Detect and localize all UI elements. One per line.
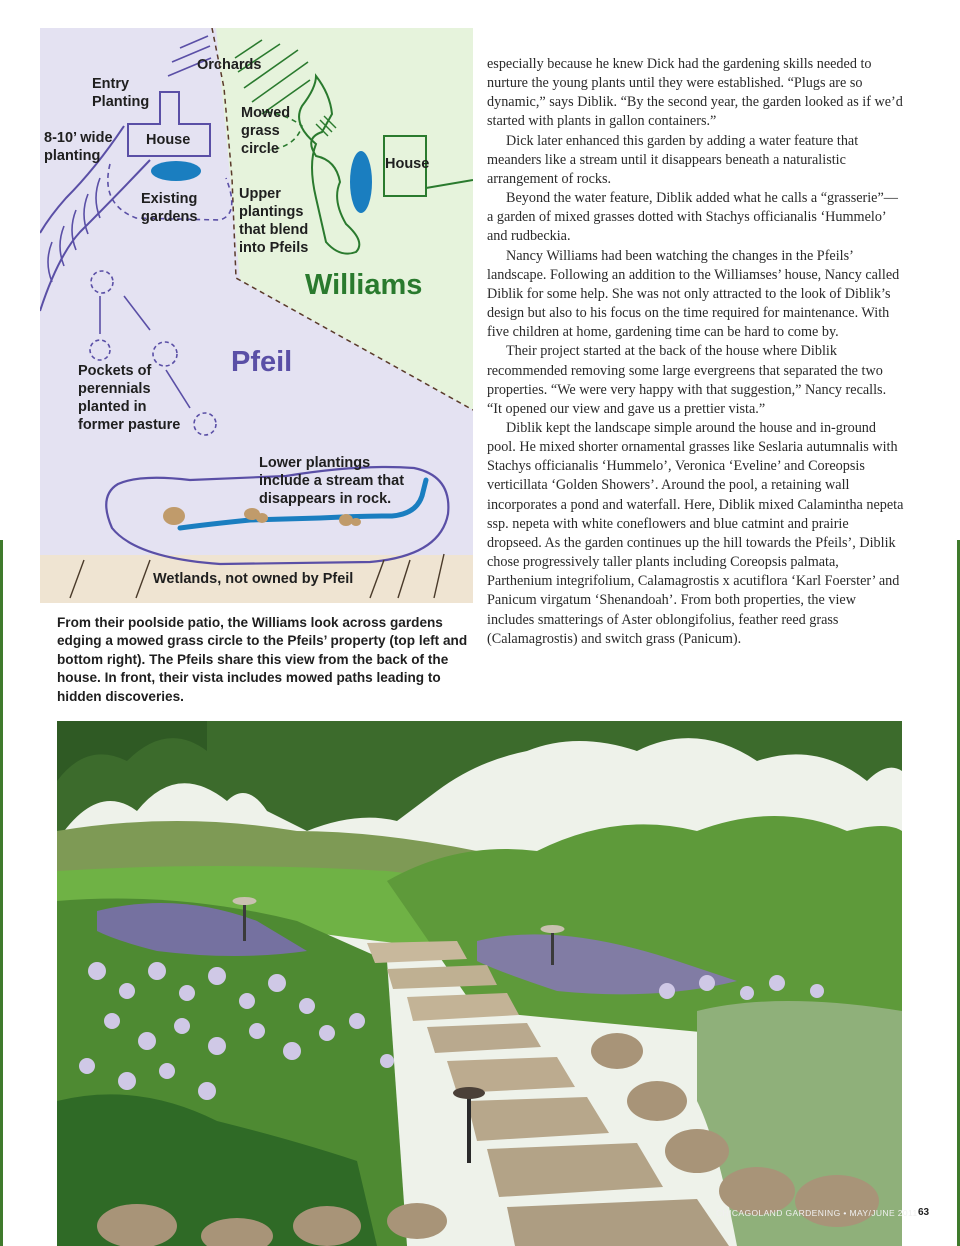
paragraph-6: Diblik kept the landscape simple around the house and in-ground pool. He mixed shorter ornamental grasses like Seslaria autumnalis with Stachys officianalis ‘Hummelo’, Veronica ‘Eveline’ and Coreopsis verticillata ‘Golden Showers’. Around the pool, a retaining wall incorporates a pond and waterfall. Here, Diblik mixed Calamintha nepeta ssp. nepeta with white coneflowers and blue catmint and prairie dropseed. As the garden continues up the hill towards the Pfeils’, Diblik chose progressively taller plants including Coreopsis palmata, Parthenium integrifolium, Calamagrostis x acutiflora ‘Karl Foerster’ and Panicum virgatum ‘Shenandoah’. From both properties, the view includes smatterings of Aster oblongifolius, feather reed grass (Calamagrostis) and switch grass (Panicum). (487, 419, 904, 647)
label-pockets-of-perennials: Pockets of perennials planted in former pasture (78, 363, 181, 433)
label-mowed-grass-circle: Mowed grass circle (241, 105, 291, 157)
label-upper-plantings: Upper plantings that blend into Pfeils (239, 186, 309, 256)
paragraph-4: Nancy Williams had been watching the changes in the Pfeils’ landscape. Following an addition to the Williamses’ house, Nancy called Diblik for some help. She was not only attracted to the look of Diblik’s design but also to his focus on the time required for maintenance. With five children at home, gardening time can be hard to come by. (487, 247, 900, 341)
label-pfeil: Pfeil (231, 346, 293, 378)
label-pfeil-house: House (146, 132, 191, 148)
label-orchards: Orchards (197, 57, 262, 73)
garden-map (40, 28, 473, 603)
pfeil-pool (151, 161, 201, 181)
rock-4 (339, 514, 353, 526)
paragraph-3: Beyond the water feature, Diblik added what he calls a “grasserie”—a garden of mixed grasses dotted with Stachys officianalis ‘Hummelo’ and rudbeckia. (487, 190, 898, 245)
rock-3 (256, 513, 268, 523)
article-body (487, 55, 904, 649)
map-caption: From their poolside patio, the Williams look across gardens edging a mowed grass circle to the Pfeils’ property (top left and bottom right). The Pfeils share this view from the back of the house. In front, their vista includes mowed paths leading to hidden discoveries. (57, 615, 468, 704)
label-entry-planting: Entry Planting (92, 76, 150, 110)
folio-line: CHICAGOLAND GARDENING • MAY/JUNE 2011 (716, 1208, 918, 1218)
label-williams: Williams (305, 269, 423, 301)
garden-photo-illustration (57, 721, 902, 1246)
rock-5 (351, 518, 361, 526)
page-edge-left (0, 540, 3, 1246)
paragraph-5: Their project started at the back of the house where Diblik recommended removing some large evergreens that separated the two properties. “We were very happy with that suggestion,” Nancy recalls. “It opened our view and gave us a prettier vista.” (487, 343, 887, 417)
garden-photo (57, 721, 902, 1246)
page-number: 63 (918, 1207, 930, 1218)
label-wide-planting: 8-10’ wide planting (44, 130, 113, 164)
williams-pool (350, 151, 372, 213)
label-williams-house: House (385, 156, 430, 172)
rock-1 (163, 507, 185, 525)
label-existing-gardens: Existing gardens (141, 191, 198, 225)
label-wetlands: Wetlands, not owned by Pfeil (153, 571, 354, 587)
label-lower-plantings: Lower plantings include a stream that disappears in rock. (259, 455, 405, 507)
paragraph-1: especially because he knew Dick had the gardening skills needed to nurture the young plants until they were established. “Plugs are so dynamic,” says Diblik. “By the second year, the garden looked as if we’d started with plants in gallon containers.” (487, 56, 903, 130)
paragraph-2: Dick later enhanced this garden by adding a water feature that meanders like a stream until it disappears beneath a naturalistic arrangement of rocks. (487, 132, 859, 187)
